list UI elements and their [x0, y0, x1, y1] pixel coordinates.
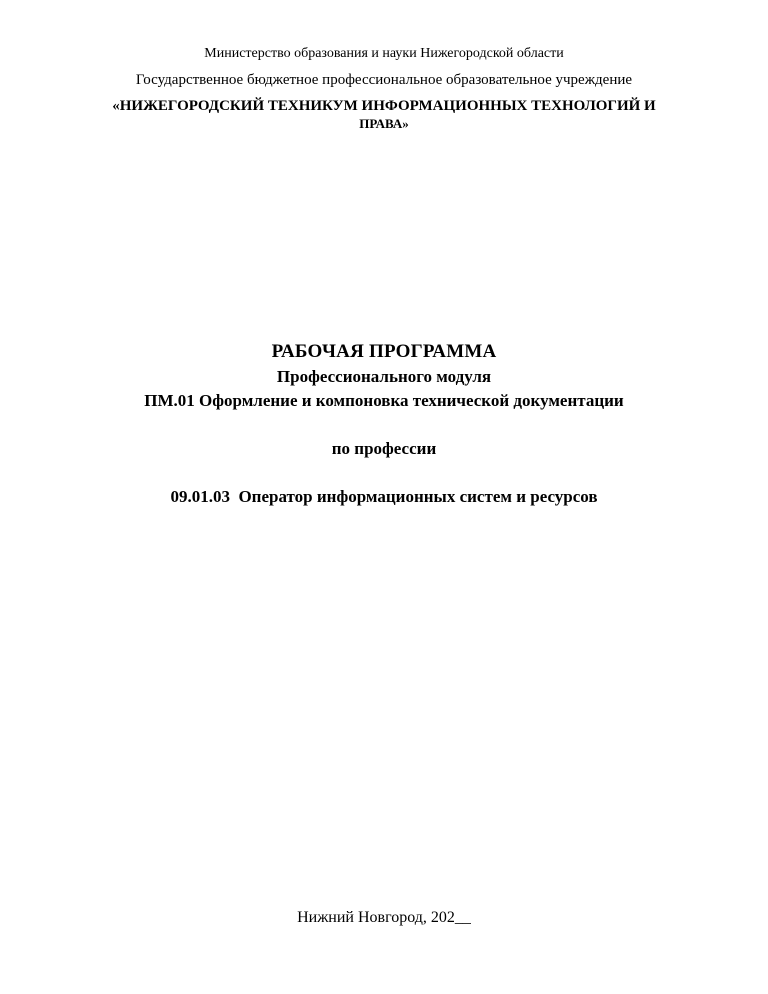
ministry-heading: Министерство образования и науки Нижегородской области [204, 46, 564, 61]
school-name-line1: «НИЖЕГОРОДСКИЙ ТЕХНИКУМ ИНФОРМАЦИОННЫХ ТЕХНОЛОГИЙ И [112, 98, 656, 114]
module-name: ПМ.01 Оформление и компоновка технической документации [144, 391, 624, 410]
document-subtitle: Профессионального модуля [276, 367, 492, 386]
profession-name: 09.01.03 Оператор информационных систем и ресурсов [170, 487, 598, 506]
profession-label: по профессии [331, 439, 437, 458]
footer-city-year: Нижний Новгород, 202__ [297, 909, 471, 926]
school-name-line2: ПРАВА» [359, 116, 409, 131]
institution-heading: Государственное бюджетное профессиональное образовательное учреждение [135, 72, 633, 88]
document-title: РАБОЧАЯ ПРОГРАММА [271, 341, 497, 362]
